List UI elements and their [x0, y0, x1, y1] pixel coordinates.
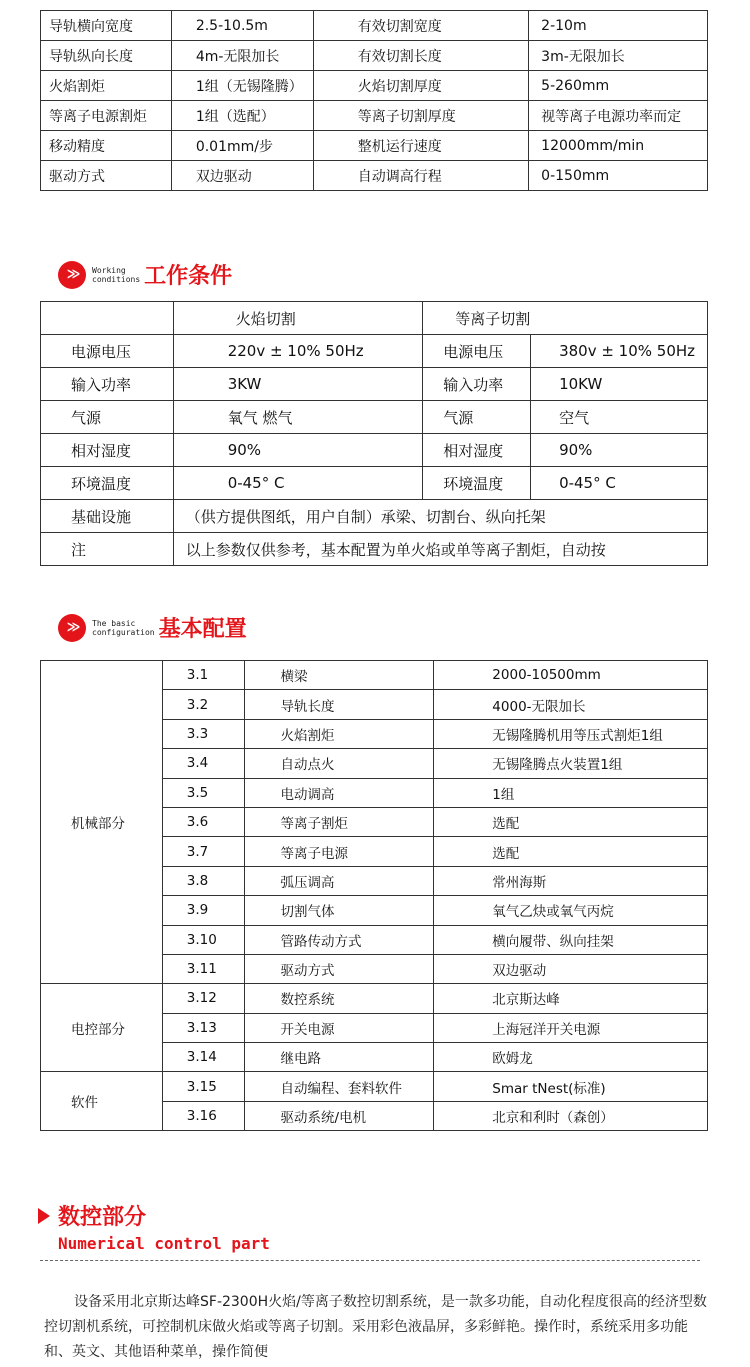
item-value: 北京斯达峰 — [434, 984, 708, 1013]
working-conditions-table — [40, 301, 708, 566]
item-number: 3.3 — [162, 719, 244, 748]
item-name: 开关电源 — [244, 1013, 434, 1042]
table-row — [41, 401, 708, 434]
note-value: 以上参数仅供参考，基本配置为单火焰或单等离子割炬，自动按 — [173, 533, 707, 566]
numerical-title-en: Numerical control part — [58, 1234, 270, 1253]
divider — [40, 1260, 700, 1261]
item-name: 管路传动方式 — [244, 925, 434, 954]
spec-value: 视等离子电源功率而定 — [529, 101, 708, 131]
condition-value: 90% — [531, 434, 708, 467]
item-number: 3.7 — [162, 837, 244, 866]
condition-label: 环境温度 — [423, 467, 531, 500]
table-row — [41, 368, 708, 401]
item-number: 3.16 — [162, 1101, 244, 1130]
table-row — [41, 434, 708, 467]
item-name: 数控系统 — [244, 984, 434, 1013]
spec-label: 驱动方式 — [41, 161, 172, 191]
item-value: 2000-10500mm — [434, 661, 708, 690]
item-value: 常州海斯 — [434, 866, 708, 895]
numerical-title-cn: 数控部分 — [58, 1205, 147, 1230]
chevron-right-icon: ≫ — [58, 614, 86, 642]
spec-label: 有效切割长度 — [313, 41, 528, 71]
condition-label: 相对湿度 — [41, 434, 174, 467]
spec-label: 自动调高行程 — [313, 161, 528, 191]
table-row — [41, 467, 708, 500]
item-name: 自动编程、套料软件 — [244, 1072, 434, 1101]
spec-label: 火焰切割厚度 — [313, 71, 528, 101]
spec-label: 移动精度 — [41, 131, 172, 161]
spec-value: 0-150mm — [529, 161, 708, 191]
spec-label: 有效切割宽度 — [313, 11, 528, 41]
item-number: 3.10 — [162, 925, 244, 954]
triangle-right-icon — [38, 1208, 50, 1224]
numerical-paragraph: 设备采用北京斯达峰SF-2300H火焰/等离子数控切割系统，是一款多功能，自动化程度很高的经济型数控切割机系统，可控制机床做火焰或等离子切割。采用彩色液晶屏，多彩鲜艳。操作时，系统采用多功能和、英文、其他语种菜单，操作简便 — [44, 1294, 707, 1360]
working-en-label: Working conditions — [92, 265, 141, 284]
table-row — [41, 161, 708, 191]
item-number: 3.8 — [162, 866, 244, 895]
item-name: 等离子电源 — [244, 837, 434, 866]
spec-value: 5-260mm — [529, 71, 708, 101]
item-value: 北京和利时（森创） — [434, 1101, 708, 1130]
item-name: 继电路 — [244, 1043, 434, 1072]
spec-value: 4m-无限加长 — [171, 41, 313, 71]
condition-value: 0-45° C — [173, 467, 423, 500]
item-name: 自动点火 — [244, 749, 434, 778]
table-row — [41, 71, 708, 101]
item-number: 3.14 — [162, 1043, 244, 1072]
condition-label: 环境温度 — [41, 467, 174, 500]
table-row — [41, 101, 708, 131]
table-row — [41, 11, 708, 41]
item-value: Smar tNest(标准) — [434, 1072, 708, 1101]
spec-label: 火焰割炬 — [41, 71, 172, 101]
group-label: 机械部分 — [41, 661, 163, 984]
item-value: 无锡隆腾点火装置1组 — [434, 749, 708, 778]
item-number: 3.5 — [162, 778, 244, 807]
table-row — [41, 984, 708, 1013]
basic-title: 基本配置 — [158, 617, 247, 642]
table-row — [41, 1072, 708, 1101]
working-title: 工作条件 — [144, 264, 233, 289]
item-name: 导轨长度 — [244, 690, 434, 719]
spec-value: 2-10m — [529, 11, 708, 41]
spec-value: 3m-无限加长 — [529, 41, 708, 71]
condition-label: 输入功率 — [41, 368, 174, 401]
chevron-right-icon: ≫ — [58, 261, 86, 289]
item-value: 欧姆龙 — [434, 1043, 708, 1072]
spec-label: 导轨纵向长度 — [41, 41, 172, 71]
foundation-label: 基础设施 — [41, 500, 174, 533]
condition-label: 相对湿度 — [423, 434, 531, 467]
item-number: 3.6 — [162, 807, 244, 836]
spec-value: 0.01mm/步 — [171, 131, 313, 161]
condition-value: 10KW — [531, 368, 708, 401]
group-label: 软件 — [41, 1072, 163, 1131]
spec-value: 12000mm/min — [529, 131, 708, 161]
condition-label: 电源电压 — [423, 335, 531, 368]
item-value: 无锡隆腾机用等压式割炬1组 — [434, 719, 708, 748]
condition-value: 氧气 燃气 — [173, 401, 423, 434]
condition-value: 380v ± 10% 50Hz — [531, 335, 708, 368]
item-number: 3.4 — [162, 749, 244, 778]
table-row — [41, 500, 708, 533]
condition-value: 3KW — [173, 368, 423, 401]
basic-en-label: The basic configuration — [92, 618, 155, 637]
item-name: 电动调高 — [244, 778, 434, 807]
item-number: 3.15 — [162, 1072, 244, 1101]
item-value: 选配 — [434, 807, 708, 836]
item-number: 3.2 — [162, 690, 244, 719]
item-number: 3.11 — [162, 954, 244, 983]
item-name: 弧压调高 — [244, 866, 434, 895]
condition-label: 电源电压 — [41, 335, 174, 368]
basic-config-table — [40, 660, 708, 1131]
condition-value: 220v ± 10% 50Hz — [173, 335, 423, 368]
table-row — [41, 131, 708, 161]
group-label: 电控部分 — [41, 984, 163, 1072]
spec-value: 2.5-10.5m — [171, 11, 313, 41]
header-cell: 火焰切割 — [173, 302, 423, 335]
spec-label: 整机运行速度 — [313, 131, 528, 161]
spec-label: 导轨横向宽度 — [41, 11, 172, 41]
item-name: 横梁 — [244, 661, 434, 690]
table-header-row — [41, 302, 708, 335]
item-value: 上海冠洋开关电源 — [434, 1013, 708, 1042]
spec-label: 等离子切割厚度 — [313, 101, 528, 131]
note-label: 注 — [41, 533, 174, 566]
item-name: 驱动方式 — [244, 954, 434, 983]
item-value: 选配 — [434, 837, 708, 866]
numerical-control-heading — [38, 1200, 146, 1231]
table-row — [41, 661, 708, 690]
spec-value: 1组（选配） — [171, 101, 313, 131]
condition-value: 0-45° C — [531, 467, 708, 500]
table-row — [41, 533, 708, 566]
item-value: 1组 — [434, 778, 708, 807]
condition-value: 空气 — [531, 401, 708, 434]
item-number: 3.12 — [162, 984, 244, 1013]
item-number: 3.9 — [162, 896, 244, 925]
basic-config-heading — [58, 612, 247, 643]
condition-label: 输入功率 — [423, 368, 531, 401]
item-value: 4000-无限加长 — [434, 690, 708, 719]
item-name: 等离子割炬 — [244, 807, 434, 836]
spec-label: 等离子电源割炬 — [41, 101, 172, 131]
header-cell: 等离子切割 — [423, 302, 708, 335]
item-value: 双边驱动 — [434, 954, 708, 983]
item-number: 3.1 — [162, 661, 244, 690]
working-conditions-heading — [58, 259, 232, 290]
condition-label: 气源 — [423, 401, 531, 434]
item-name: 切割气体 — [244, 896, 434, 925]
item-value: 横向履带、纵向挂架 — [434, 925, 708, 954]
item-value: 氧气乙炔或氧气丙烷 — [434, 896, 708, 925]
foundation-value: （供方提供图纸，用户自制）承梁、切割台、纵向托架 — [173, 500, 707, 533]
table-row — [41, 41, 708, 71]
header-cell — [41, 302, 174, 335]
spec-value: 1组（无锡隆腾） — [171, 71, 313, 101]
spec-table — [40, 10, 708, 191]
table-row — [41, 335, 708, 368]
condition-label: 气源 — [41, 401, 174, 434]
condition-value: 90% — [173, 434, 423, 467]
item-number: 3.13 — [162, 1013, 244, 1042]
item-name: 火焰割炬 — [244, 719, 434, 748]
spec-value: 双边驱动 — [171, 161, 313, 191]
item-name: 驱动系统/电机 — [244, 1101, 434, 1130]
